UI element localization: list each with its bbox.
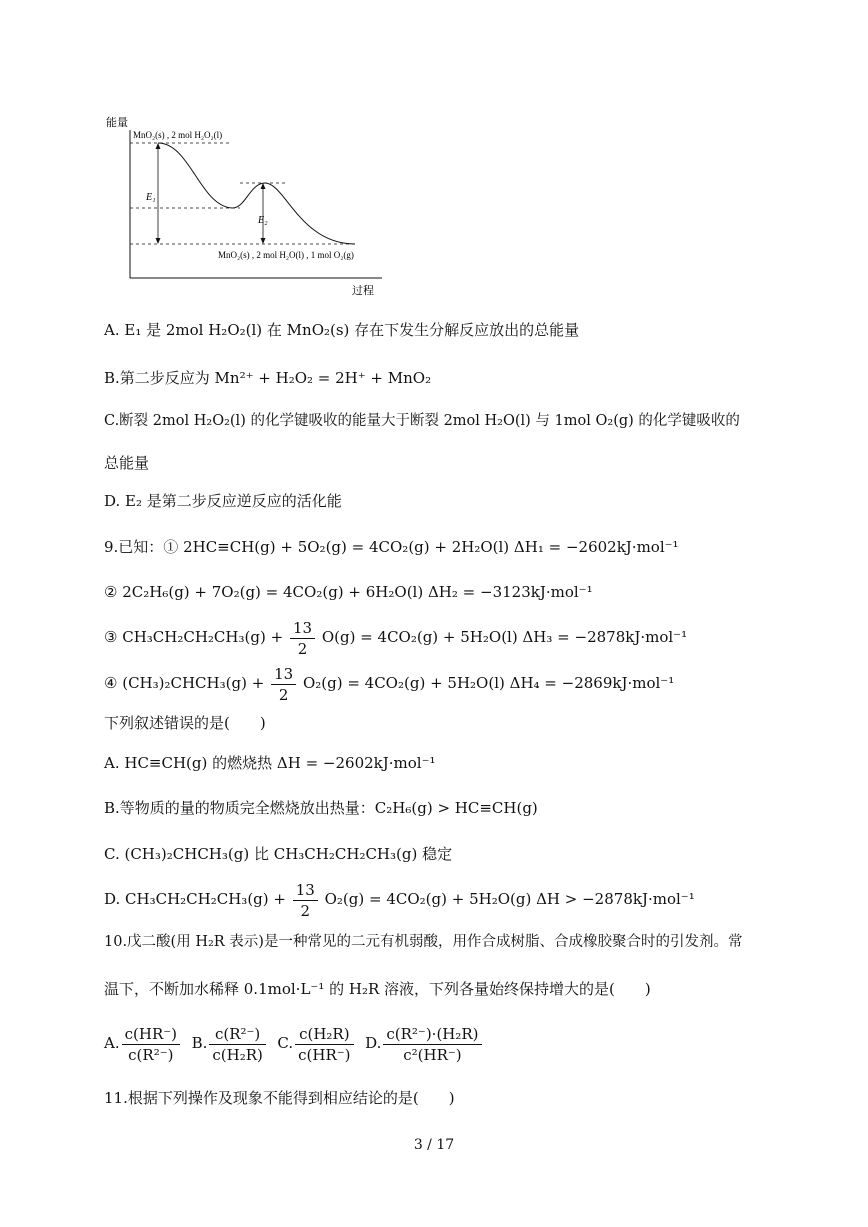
q10-option-b-fraction xyxy=(209,1024,266,1065)
top-label: MnO₂(s) , 2 mol H₂O₂(l) xyxy=(133,130,223,140)
q10-option-a-label: A. xyxy=(104,1034,120,1052)
q10-stem-line1: 10.戊二酸(用 H₂R 表示)是一种常见的二元有机弱酸，用作合成树脂、合成橡胶聚合时的引发剂。常 xyxy=(104,934,743,950)
q9-eq3-fraction xyxy=(290,618,315,659)
frac-denominator: 2 xyxy=(297,639,308,658)
q10-option-b-label: B. xyxy=(191,1034,208,1052)
page-number: 3 / 17 xyxy=(413,1137,455,1153)
q8-option-c: C.断裂 2mol H₂O₂(l) 的化学键吸收的能量大于断裂 2mol H₂O(l) 与 1mol O₂(g) 的化学键吸收的 xyxy=(104,413,740,429)
q9-option-d-pre: D. CH₃CH₂CH₂CH₃(g) + xyxy=(104,890,286,908)
q9-option-a: A. HC≡CH(g) 的燃烧热 ΔH = −2602kJ·mol⁻¹ xyxy=(104,754,436,772)
q9-eq3-pre: ③ CH₃CH₂CH₂CH₃(g) + xyxy=(104,628,284,646)
frac-numerator: c(H₂R) xyxy=(295,1024,353,1045)
q9-eq4-pre: ④ (CH₃)₂CHCH₃(g) + xyxy=(104,674,265,692)
q10-option-a-fraction xyxy=(122,1024,180,1065)
q9-eq4 xyxy=(104,660,674,706)
q9-option-b: B.等物质的量的物质完全燃烧放出热量：C₂H₆(g) > HC≡CH(g) xyxy=(104,799,538,817)
energy-diagram-svg xyxy=(100,110,400,300)
q8-option-d: D. E₂ 是第二步反应逆反应的活化能 xyxy=(104,492,342,510)
y-axis-label: 能量 xyxy=(106,116,128,129)
x-axis-label: 过程 xyxy=(352,284,374,297)
q9-option-d-fraction xyxy=(293,880,318,921)
frac-denominator: c(H₂R) xyxy=(212,1045,263,1064)
frac-numerator: 13 xyxy=(271,664,296,685)
bottom-label: MnO₂(s) , 2 mol H₂O(l) , 1 mol O₂(g) xyxy=(218,250,354,260)
q10-option-c-fraction xyxy=(295,1024,353,1065)
q9-stem: 下列叙述错误的是( ) xyxy=(104,714,266,732)
frac-denominator: c(HR⁻) xyxy=(298,1045,351,1064)
q9-eq1: 9.已知：① 2HC≡CH(g) + 5O₂(g) = 4CO₂(g) + 2H₂O(l) ΔH₁ = −2602kJ·mol⁻¹ xyxy=(104,538,679,556)
frac-numerator: 13 xyxy=(290,618,315,639)
frac-numerator: c(R²⁻) xyxy=(209,1024,266,1045)
q10-option-d-fraction xyxy=(383,1024,481,1065)
q11-stem: 11.根据下列操作及现象不能得到相应结论的是( ) xyxy=(104,1089,455,1107)
frac-denominator: c²(HR⁻) xyxy=(403,1045,462,1064)
q9-option-c: C. (CH₃)₂CHCH₃(g) 比 CH₃CH₂CH₂CH₃(g) 稳定 xyxy=(104,845,453,863)
q10-options xyxy=(104,1018,484,1068)
e1-label: E₁ xyxy=(146,192,156,203)
q9-option-d xyxy=(104,876,695,922)
e2-label: E₂ xyxy=(258,215,268,226)
q9-eq3-post: O(g) = 4CO₂(g) + 5H₂O(l) ΔH₃ = −2878kJ·mol⁻¹ xyxy=(321,628,688,646)
q10-option-c-label: C. xyxy=(277,1034,294,1052)
q10-stem-line2: 温下，不断加水稀释 0.1mol·L⁻¹ 的 H₂R 溶液，下列各量始终保持增大的是( ) xyxy=(104,980,651,998)
frac-denominator: 2 xyxy=(300,901,311,920)
q9-eq3 xyxy=(104,614,687,660)
frac-denominator: c(R²⁻) xyxy=(128,1045,174,1064)
q9-eq4-post: O₂(g) = 4CO₂(g) + 5H₂O(l) ΔH₄ = −2869kJ·mol⁻¹ xyxy=(302,674,675,692)
q8-option-c-cont: 总能量 xyxy=(104,454,150,472)
q9-eq2: ② 2C₂H₆(g) + 7O₂(g) = 4CO₂(g) + 6H₂O(l) ΔH₂ = −3123kJ·mol⁻¹ xyxy=(104,583,593,601)
q8-option-a: A. E₁ 是 2mol H₂O₂(l) 在 MnO₂(s) 存在下发生分解反应放出的总能量 xyxy=(104,321,580,339)
frac-numerator: c(HR⁻) xyxy=(122,1024,180,1045)
q10-option-d-label: D. xyxy=(365,1034,382,1052)
frac-numerator: 13 xyxy=(293,880,318,901)
q8-option-b: B.第二步反应为 Mn²⁺ + H₂O₂ = 2H⁺ + MnO₂ xyxy=(104,369,432,387)
reaction-curve xyxy=(158,143,355,244)
q9-option-d-post: O₂(g) = 4CO₂(g) + 5H₂O(g) ΔH > −2878kJ·mol⁻¹ xyxy=(324,890,695,908)
q9-eq4-fraction xyxy=(271,664,296,705)
energy-diagram xyxy=(100,110,400,304)
frac-numerator: c(R²⁻)·(H₂R) xyxy=(383,1024,481,1045)
frac-denominator: 2 xyxy=(278,685,289,704)
